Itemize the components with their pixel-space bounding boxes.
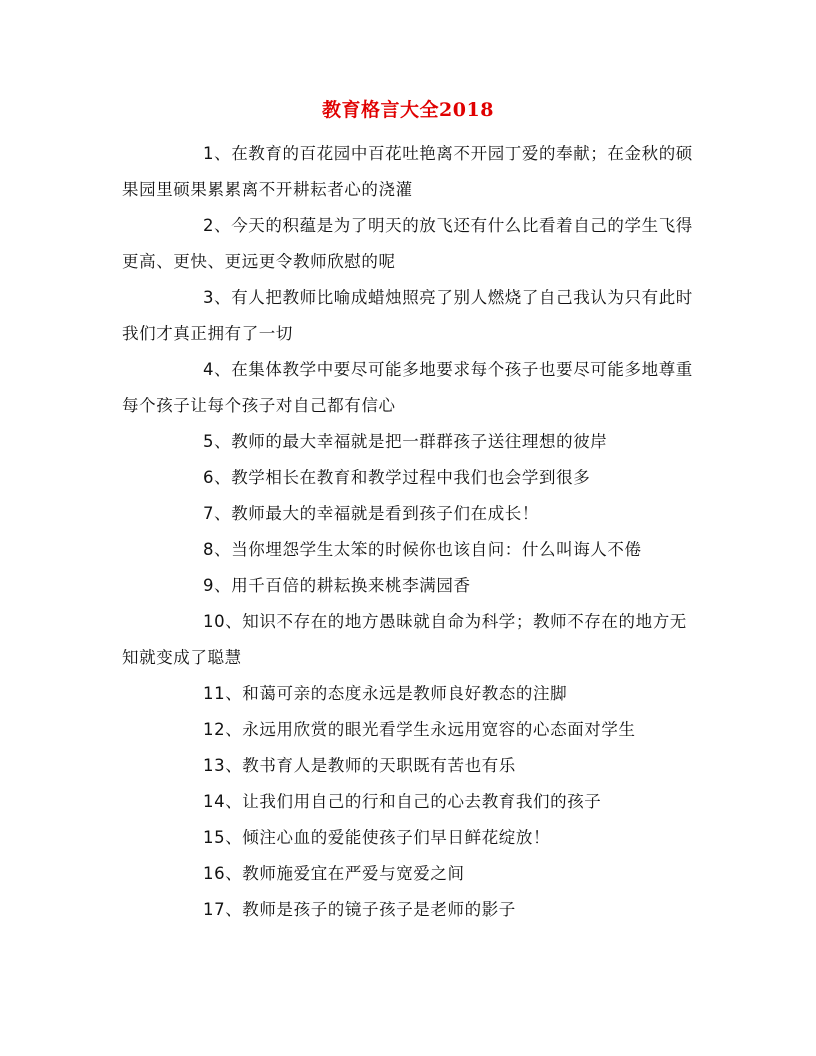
document-body [122, 136, 694, 928]
paragraph-5: 5、教师的最大幸福就是把一群群孩子送往理想的彼岸 [203, 432, 608, 451]
paragraph-10: 10、知识不存在的地方愚昧就自命为科学；教师不存在的地方无知就变成了聪慧 [122, 612, 687, 667]
paragraph-2: 2、今天的积蕴是为了明天的放飞还有什么比看着自己的学生飞得更高、更快、更远更令教师欣慰的呢 [122, 216, 693, 271]
document-title: 教育格言大全2018 [322, 99, 494, 121]
paragraph-16: 16、教师施爱宜在严爱与宽爱之间 [203, 864, 465, 883]
paragraph-14: 14、让我们用自己的行和自己的心去教育我们的孩子 [203, 792, 602, 811]
paragraph-13: 13、教书育人是教师的天职既有苦也有乐 [203, 756, 516, 775]
paragraph-17: 17、教师是孩子的镜子孩子是老师的影子 [203, 900, 516, 919]
paragraph-1: 1、在教育的百花园中百花吐艳离不开园丁爱的奉献；在金秋的硕果园里硕果累累离不开耕耘者心的浇灌 [122, 144, 693, 199]
paragraph-6: 6、教学相长在教育和教学过程中我们也会学到很多 [203, 468, 591, 487]
paragraph-8: 8、当你埋怨学生太笨的时候你也该自问：什么叫诲人不倦 [203, 540, 642, 559]
paragraph-3: 3、有人把教师比喻成蜡烛照亮了别人燃烧了自己我认为只有此时我们才真正拥有了一切 [122, 288, 693, 343]
paragraph-15: 15、倾注心血的爱能使孩子们早日鲜花绽放！ [203, 828, 551, 847]
paragraph-9: 9、用千百倍的耕耘换来桃李满园香 [203, 576, 471, 595]
paragraph-11: 11、和蔼可亲的态度永远是教师良好教态的注脚 [203, 684, 568, 703]
paragraph-4: 4、在集体教学中要尽可能多地要求每个孩子也要尽可能多地尊重每个孩子让每个孩子对自己都有信心 [122, 360, 693, 415]
paragraph-7: 7、教师最大的幸福就是看到孩子们在成长！ [203, 504, 539, 523]
paragraph-12: 12、永远用欣赏的眼光看学生永远用宽容的心态面对学生 [203, 720, 636, 739]
